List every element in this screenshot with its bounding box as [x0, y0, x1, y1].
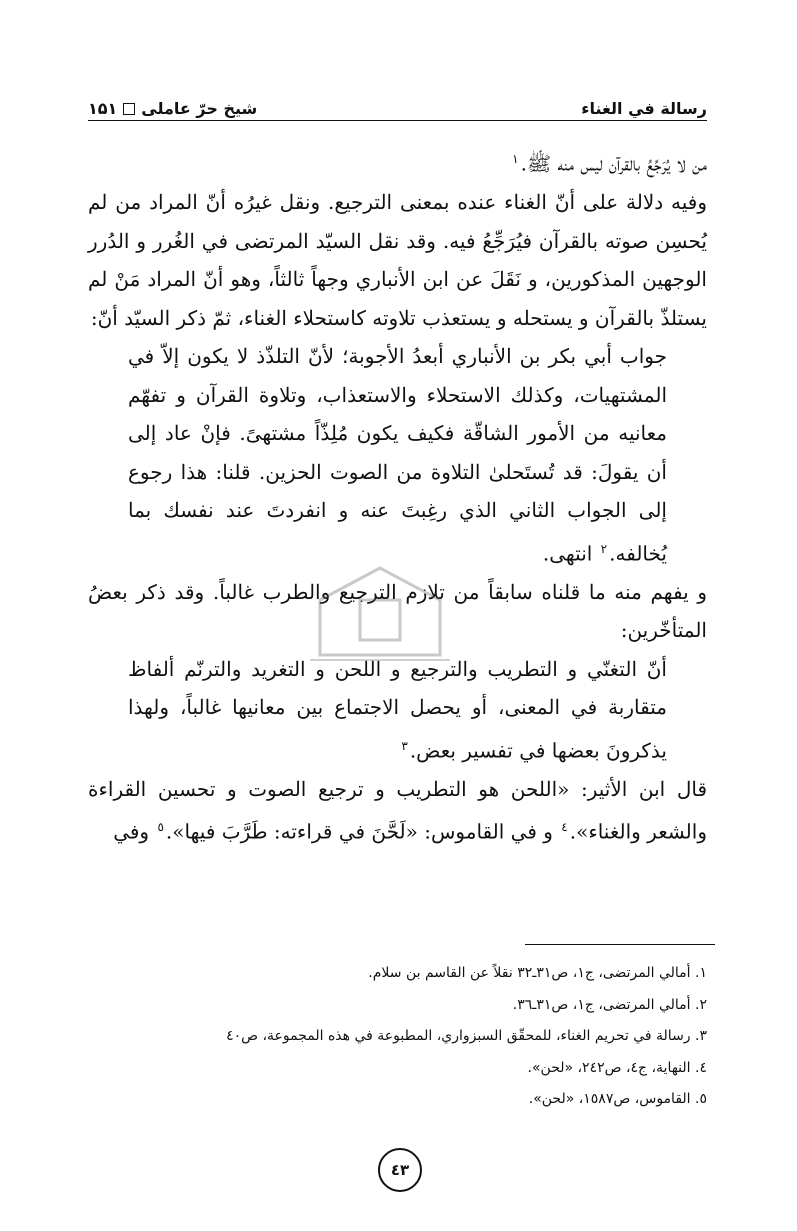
footnote-3: ٣. رسالة في تحريم الغناء، للمحقّق السبزواري، المطبوعة في هذه المجموعة، ص٤٠: [226, 1028, 707, 1044]
main-text: [88, 140, 707, 852]
footnote-2: ٢. أمالي المرتضى، ج١، ص٣١ـ٣٦.: [512, 996, 707, 1013]
footnote-ref-1: ١: [512, 152, 519, 166]
footnote-5: ٥. القاموس، ص١٥٨٧، «لحن».: [528, 1091, 707, 1107]
header-rule: [88, 120, 707, 121]
footnote-ref-3: ٣: [401, 738, 408, 753]
paragraph-4: [88, 770, 707, 852]
footnote-ref-2: ٢: [600, 541, 608, 556]
block-quote-1: [128, 337, 667, 573]
paragraph-1: [88, 140, 707, 183]
footnotes: [150, 958, 707, 1116]
header-right-title: رسالة في الغناء: [581, 99, 707, 118]
block-quote-2-text: أنّ التغنّي و التطريب والترجيع و اللحن و التغريد والترنّم ألفاظ متقاربة في المعنى، أو يحصل الاجتماع بين معانيها غالباً، ولهذا يذكرونَ بعضها في تفسير بعض.: [128, 656, 667, 763]
paragraph-4b-text: و في القاموس: «لَحَّنَ في قراءته: طَرَّبَ فيها».: [165, 820, 553, 845]
paragraph-2: وفيه دلالة على أنّ الغناء عنده بمعنى الترجيع. ونقل غيرُه أنّ المراد من لم يُحسِن صوته بالقرآن فيُرَجِّعُ فيه. وقد نقل السيّد المرتضى في الغُرر و الدُرر الوجهين المذكورين، و نَقَلَ عن ابن الأنباري وجهاً ثالثاً، وهو أنّ المراد مَنْ لم يستلذّ بالقرآن و يستحله و يستعذب تلاوته كاستحلاء الغناء، ثمّ ذكر السيّد أنّ:: [88, 190, 707, 330]
paragraph-4c-text: وفي: [113, 820, 150, 845]
footnote-ref-5: ٥: [157, 820, 164, 835]
footnote-separator: [525, 944, 715, 945]
header-left-title: شیخ حرّ عاملی: [141, 99, 258, 118]
footnote-ref-4: ٤: [561, 820, 568, 835]
square-separator-icon: [123, 103, 135, 115]
paragraph-3: و يفهم منه ما قلناه سابقاً من تلازم الترجيع والطرب غالباً. وقد ذكر بعضُ المتأخّرين:: [88, 579, 707, 643]
block-quote-1-end: انتهى.: [542, 541, 593, 566]
paragraph-4-text: قال ابن الأثير: «اللحن هو التطريب و ترجيع الصوت و تحسين القراءة والشعر والغناء».: [88, 776, 707, 845]
running-header: [88, 88, 707, 118]
header-left: [88, 99, 257, 118]
footnote-4: ٤. النهاية، ج٤، ص٢٤٢، «لحن».: [527, 1059, 707, 1076]
header-page-number: ۱۵۱: [88, 99, 118, 118]
block-quote-1-text: جواب أبي بكر بن الأنباري أبعدُ الأجوبة؛ لأنّ التلذّذ لا يكون إلاّ في المشتهيات، وكذلك الاستحلاء والاستعذاب، وتلاوة القرآن و تفهّم معانيه من الأمور الشاقّة فكيف يكون مُلِذّاً مشتهىً. فإنْ عاد إلى أن يقولَ: قد تُستَحلىٰ التلاوة من الصوت الحزين. قلنا: هذا رجوع إلى الجواب الثاني الذي رغِبتَ عنه و انفردتَ عند نفسك بما يُخالفه.: [128, 344, 667, 566]
paragraph-1-text: من لا يُرَجِّعُ بالقرآن ليس منه ﷺ.: [520, 151, 707, 176]
footnote-1: ١. أمالي المرتضى، ج١، ص٣١ـ٣٢ نقلاً عن القاسم بن سلام.: [368, 965, 707, 981]
page-number-circle: ٤٣: [378, 1148, 422, 1192]
library-seal-watermark: [290, 560, 470, 680]
